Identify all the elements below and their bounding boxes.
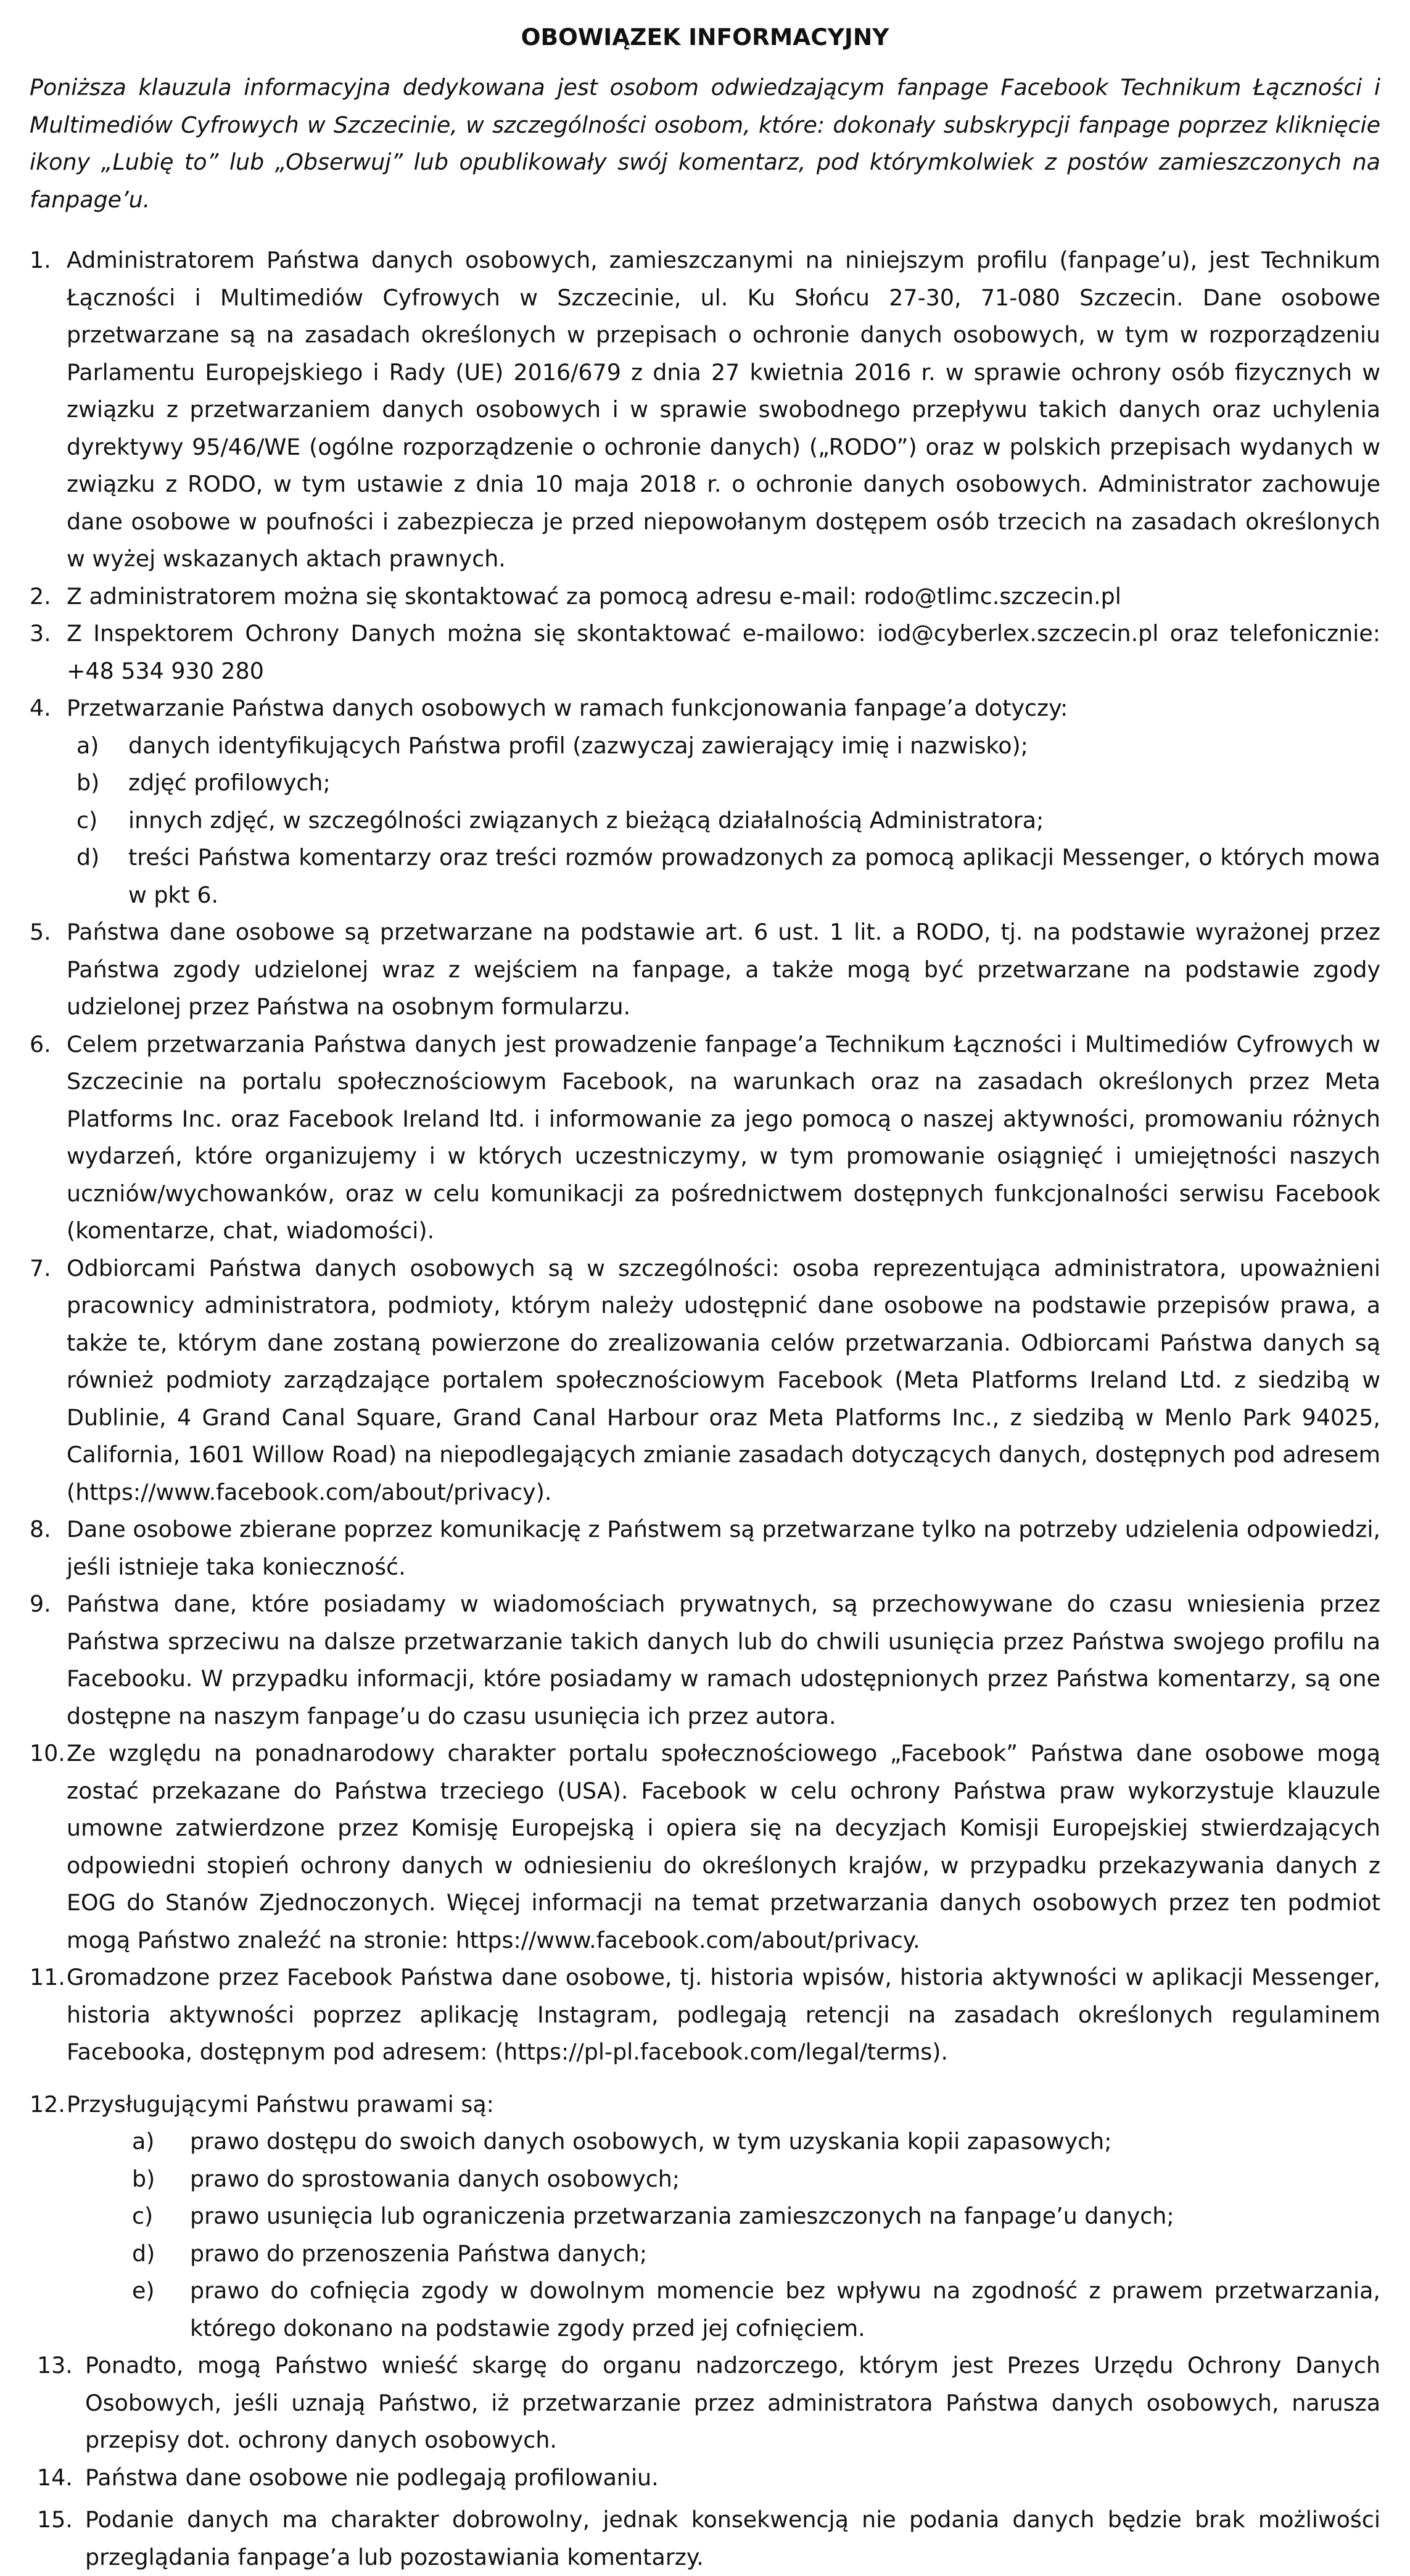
clause-number: 11.	[30, 1964, 65, 1990]
sub-text: innych zdjęć, w szczególności związanych z bieżącą działalnością Administratora;	[128, 806, 1044, 834]
clause-item-4	[30, 690, 1380, 914]
clause-item-7	[30, 1250, 1380, 1512]
sub-letter: c)	[132, 2203, 154, 2229]
clause-number: 9.	[30, 1591, 51, 1617]
clause-text: Ponadto, mogą Państwo wnieść skargę do organu nadzorczego, którym jest Prezes Urzędu Ochrony Danych Osobowych, jeśli uznają Państwo, iż przetwarzanie przez administratora Państwa danych osobowych, narusza przepisy dot. ochrony danych osobowych.	[85, 2352, 1380, 2453]
clause-text: Dane osobowe zbierane poprzez komunikację z Państwem są przetwarzane tylko na potrzeby udzielenia odpowiedzi, jeśli istnieje taka konieczność.	[67, 1516, 1380, 1580]
clause-text: Administratorem Państwa danych osobowych, zamieszczanymi na niniejszym profilu (fanpage’u), jest Technikum Łączności i Multimediów Cyfrowych w Szczecinie, ul. Ku Słońcu 27-30, 71-080 Szczecin. Dane osobowe przetwarzane są na zasadach określonych w przepisach o ochronie danych osobowych, w tym w rozporządzeniu Parlamentu Europejskiego i Rady (UE) 2016/679 z dnia 27 kwietnia 2016 r. w sprawie ochrony osób fizycznych w związku z przetwarzaniem danych osobowych i w sprawie swobodnego przepływu takich danych oraz uchylenia dyrektywy 95/46/WE (ogólne rozporządzenie o ochronie danych) („RODO”) oraz w polskich przepisach wydanych w związku z RODO, w tym ustawie z dnia 10 maja 2018 r. o ochronie danych osobowych. Administrator zachowuje dane osobowe w poufności i zabezpiecza je przed niepowołanym dostępem osób trzecich na zasadach określonych w wyżej wskazanych aktach prawnych.	[67, 247, 1380, 572]
sub-item-c	[67, 802, 1380, 840]
right-item-d	[67, 2235, 1380, 2273]
clause-list	[30, 242, 1380, 2576]
sub-text: prawo do cofnięcia zgody w dowolnym momencie bez wpływu na zgodność z prawem przetwarzania, którego dokonano na podstawie zgody przed jej cofnięciem.	[190, 2277, 1380, 2342]
clause-number: 7.	[30, 1254, 51, 1282]
clause-number: 3.	[30, 620, 51, 647]
clause-text: Państwa dane osobowe nie podlegają profilowaniu.	[85, 2464, 659, 2491]
clause-text: Z administratorem można się skontaktować za pomocą adresu e-mail: rodo@tlimc.szczecin.pl	[67, 582, 1121, 610]
clause-item-2	[30, 578, 1380, 616]
clause-item-11	[30, 1959, 1380, 2071]
sub-item-d	[67, 839, 1380, 914]
sub-item-b	[67, 764, 1380, 802]
sub-text: prawo usunięcia lub ograniczenia przetwarzania zamieszczonych na fanpage’u danych;	[190, 2203, 1174, 2229]
right-item-c	[67, 2198, 1380, 2235]
sub-letter: c)	[76, 806, 98, 834]
clause-item-10	[30, 1735, 1380, 1959]
sub-letter: b)	[76, 769, 100, 796]
clause-text: Przysługującymi Państwu prawami są:	[67, 2090, 494, 2118]
clause-text: Podanie danych ma charakter dobrowolny, jednak konsekwencją nie podania danych będzie brak możliwości przeglądania fanpage’a lub pozostawiania komentarzy.	[85, 2506, 1380, 2570]
sub-letter: a)	[132, 2128, 155, 2155]
clause-text: Z Inspektorem Ochrony Danych można się skontaktować e-mailowo: iod@cyberlex.szczecin.pl oraz telefonicznie: +48 534 930 280	[67, 620, 1380, 684]
clause-item-9	[30, 1586, 1380, 1735]
sub-letter: d)	[76, 844, 100, 871]
clause-text: Ze względu na ponadnarodowy charakter portalu społecznościowego „Facebook” Państwa dane osobowe mogą zostać przekazane do Państwa trzeciego (USA). Facebook w celu ochrony Państwa praw wykorzystuje klauzule umowne zatwierdzone przez Komisję Europejską i opiera się na decyzjach Komisji Europejskiej stwierdzających odpowiedni stopień ochrony danych w odniesieniu do określonych krajów, w przypadku przekazywania danych z EOG do Stanów Zjednoczonych. Więcej informacji na temat przetwarzania danych osobowych przez ten podmiot mogą Państwo znaleźć na stronie: https://www.facebook.com/about/privacy.	[67, 1740, 1380, 1953]
sub-letter: e)	[132, 2277, 155, 2304]
clause-item-12	[30, 2086, 1380, 2348]
clause-number: 4.	[30, 695, 51, 721]
clause-number: 6.	[30, 1030, 51, 1058]
clause-item-14	[30, 2459, 1380, 2497]
sub-text: danych identyfikujących Państwa profil (zazwyczaj zawierający imię i nazwisko);	[128, 732, 1028, 759]
clause-number: 12.	[30, 2090, 65, 2118]
sub-text: zdjęć profilowych;	[128, 769, 331, 796]
clause-text: Odbiorcami Państwa danych osobowych są w szczególności: osoba reprezentująca administratora, upoważnieni pracownicy administratora, podmioty, którym należy udostępnić dane osobowe na podstawie przepisów prawa, a także te, którym dane zostaną powierzone do zrealizowania celów przetwarzania. Odbiorcami Państwa danych są również podmioty zarządzające portalem społecznościowym Facebook (Meta Platforms Ireland Ltd. z siedzibą w Dublinie, 4 Grand Canal Square, Grand Canal Harbour oraz Meta Platforms Inc., z siedzibą w Menlo Park 94025, California, 1601 Willow Road) na niepodlegających zmianie zasadach dotyczących danych, dostępnych pod adresem (https://www.facebook.com/about/privacy).	[67, 1254, 1380, 1505]
rights-list	[67, 2123, 1380, 2347]
clause-number: 1.	[30, 247, 51, 273]
clause-item-6	[30, 1026, 1380, 1250]
right-item-e	[67, 2272, 1380, 2347]
clause-item-5	[30, 914, 1380, 1026]
right-item-a	[67, 2123, 1380, 2161]
document-title: OBOWIĄZEK INFORMACYJNY	[521, 23, 889, 51]
sub-letter: b)	[132, 2165, 155, 2192]
clause-item-15	[30, 2501, 1380, 2576]
clause-text: Celem przetwarzania Państwa danych jest prowadzenie fanpage’a Technikum Łączności i Multimediów Cyfrowych w Szczecinie na portalu społecznościowym Facebook, na warunkach oraz na zasadach określonych przez Meta Platforms Inc. oraz Facebook Ireland ltd. i informowanie za jego pomocą o naszej aktywności, promowaniu różnych wydarzeń, które organizujemy i w których uczestniczymy, w tym promowanie osiągnięć i umiejętności naszych uczniów/wychowanków, oraz w celu komunikacji za pośrednictwem dostępnych funkcjonalności serwisu Facebook (komentarze, chat, wiadomości).	[67, 1030, 1380, 1244]
right-item-b	[67, 2161, 1380, 2198]
clause-number: 14.	[37, 2464, 73, 2491]
sub-item-a	[67, 727, 1380, 765]
clause-item-1	[30, 242, 1380, 578]
sub-text: treści Państwa komentarzy oraz treści rozmów prowadzonych za pomocą aplikacji Messenger, o których mowa w pkt 6.	[128, 844, 1380, 908]
clause-number: 5.	[30, 919, 51, 945]
sub-text: prawo do przenoszenia Państwa danych;	[190, 2240, 648, 2267]
clause-number: 13.	[37, 2352, 73, 2379]
sub-letter: a)	[76, 732, 99, 759]
sub-text: prawo do sprostowania danych osobowych;	[190, 2165, 680, 2192]
clause-text: Gromadzone przez Facebook Państwa dane osobowe, tj. historia wpisów, historia aktywności w aplikacji Messenger, historia aktywności poprzez aplikację Instagram, podlegają retencji na zasadach określonych regulaminem Facebooka, dostępnym pod adresem: (https://pl-pl.facebook.com/legal/terms).	[67, 1964, 1380, 2065]
clause-number: 15.	[37, 2506, 73, 2533]
clause-item-8	[30, 1511, 1380, 1586]
intro-paragraph: Poniższa klauzula informacyjna dedykowana jest osobom odwiedzającym fanpage Facebook Technikum Łączności i Multimediów Cyfrowych w Szczecinie, w szczególności osobom, które: dokonały subskrypcji fanpage poprzez kliknięcie ikony „Lubię to” lub „Obserwuj” lub opublikowały swój komentarz, pod którymkolwiek z postów zamieszczonych na fanpage’u.	[30, 74, 1380, 213]
clause-number: 8.	[30, 1516, 51, 1543]
clause-number: 10.	[30, 1740, 65, 1766]
clause-number: 2.	[30, 582, 51, 610]
clause-item-3	[30, 615, 1380, 690]
clause-text: Państwa dane osobowe są przetwarzane na podstawie art. 6 ust. 1 lit. a RODO, tj. na podstawie wyrażonej przez Państwa zgody udzielonej wraz z wejściem na fanpage, a także mogą być przetwarzane na podstawie zgody udzielonej przez Państwa na osobnym formularzu.	[67, 919, 1380, 1020]
clause-text: Państwa dane, które posiadamy w wiadomościach prywatnych, są przechowywane do czasu wniesienia przez Państwa sprzeciwu na dalsze przetwarzanie takich danych lub do chwili usunięcia przez Państwa swojego profilu na Facebooku. W przypadku informacji, które posiadamy w ramach udostępnionych przez Państwa komentarzy, są one dostępne na naszym fanpage’u do czasu usunięcia ich przez autora.	[67, 1591, 1380, 1729]
clause-text: Przetwarzanie Państwa danych osobowych w ramach funkcjonowania fanpage’a dotyczy:	[67, 695, 1068, 721]
sub-list	[67, 727, 1380, 914]
sub-text: prawo dostępu do swoich danych osobowych, w tym uzyskania kopii zapasowych;	[190, 2128, 1112, 2155]
clause-item-13	[30, 2347, 1380, 2459]
sub-letter: d)	[132, 2240, 155, 2267]
